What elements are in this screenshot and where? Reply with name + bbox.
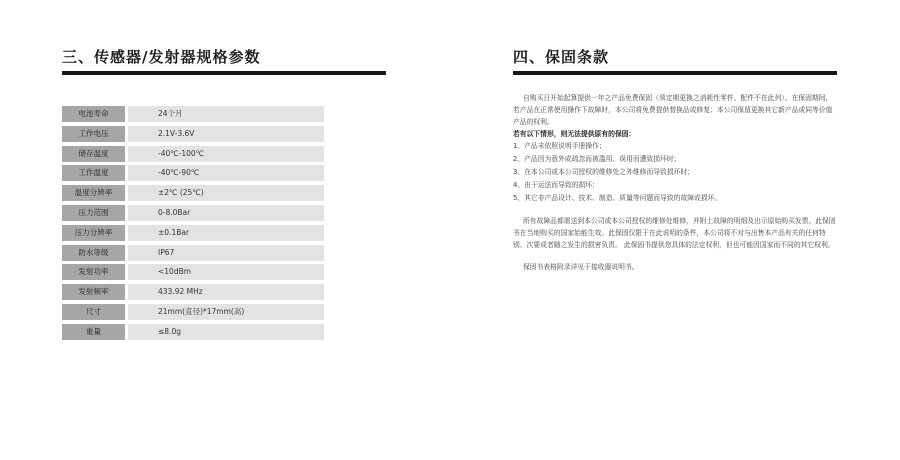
spec-label: 储存温度 bbox=[62, 146, 125, 162]
spec-table bbox=[62, 106, 324, 344]
spec-label: 压力范围 bbox=[62, 205, 125, 221]
spec-label: 发射功率 bbox=[62, 264, 125, 280]
spec-row bbox=[62, 304, 324, 320]
exclusion-item: 4、由于运送而导致的损坏； bbox=[513, 181, 599, 189]
title-underline bbox=[62, 71, 386, 75]
spec-label: 压力分辨率 bbox=[62, 225, 125, 241]
spec-row bbox=[62, 185, 324, 201]
spec-value: ±0.1Bar bbox=[128, 225, 324, 241]
exclusion-list bbox=[513, 140, 838, 205]
spec-row bbox=[62, 205, 324, 221]
exclusion-heading: 若有以下情形，则无法提供原有的保固： bbox=[513, 130, 636, 138]
spec-value: 2.1V-3.6V bbox=[128, 126, 324, 142]
spec-label: 电池寿命 bbox=[62, 106, 125, 122]
spec-row bbox=[62, 225, 324, 241]
spec-row bbox=[62, 126, 324, 142]
exclusion-item: 3、在本公司或本公司授权的维修处之外维修而导致损坏时； bbox=[513, 168, 695, 176]
spec-value: IP67 bbox=[128, 245, 324, 261]
spec-label: 温度分辨率 bbox=[62, 185, 125, 201]
exclusion-item: 5、其它非产品设计、技术、制造、质量等问题而导致的故障或损坏。 bbox=[513, 194, 722, 202]
spec-value: -40℃-100℃ bbox=[128, 146, 324, 162]
footer-note: 保固书表格附录详见于接收器说明书。 bbox=[523, 263, 639, 271]
spec-label: 工作电压 bbox=[62, 126, 125, 142]
spec-row bbox=[62, 324, 324, 340]
spec-value: 24个月 bbox=[128, 106, 324, 122]
spec-value: ±2℃ (25℃) bbox=[128, 185, 324, 201]
repair-note: 所有故障品都需送到本公司或本公司授权的维修处维修，并附上故障的明细及出示原始购买发票。此保固书在当地购买的国家始能生效。此保固仅限于在此说明的条件，本公司将不对与出售本产品有关的任何特别、次要或者随之发生的损害负责。 此保固书提供您具体的法定权利，但也可能因国家而不同的其它权利。 bbox=[513, 217, 836, 249]
spec-row bbox=[62, 264, 324, 280]
spec-row bbox=[62, 146, 324, 162]
spec-value: 0-8.0Bar bbox=[128, 205, 324, 221]
section-title-specs: 三、传感器/发射器规格参数 bbox=[62, 48, 261, 66]
spec-value: ≤8.0g bbox=[128, 324, 324, 340]
spec-row bbox=[62, 165, 324, 181]
spec-label: 尺寸 bbox=[62, 304, 125, 320]
warranty-text bbox=[513, 92, 838, 273]
spec-value: <10dBm bbox=[128, 264, 324, 280]
warranty-intro: 自购买日开始起算提供一年之产品免费保固（须定期更换之消耗性零件、配件不在此列）。在保固期间，若产品在正常使用操作下故障时，本公司将免费提供替换品或修复；本公司保留更换其它新产品或同等价值产品的权利。 bbox=[513, 94, 833, 126]
spec-label: 发射频率 bbox=[62, 284, 125, 300]
spec-value: -40℃-90℃ bbox=[128, 165, 324, 181]
exclusion-item: 1、产品未依照说明手册操作； bbox=[513, 142, 606, 150]
section-title-warranty: 四、保固条款 bbox=[513, 48, 610, 66]
spec-label: 工作温度 bbox=[62, 165, 125, 181]
spec-label: 重量 bbox=[62, 324, 125, 340]
exclusion-item: 2、产品因为意外或疏忽而被滥用、误用而遭致损坏时； bbox=[513, 155, 681, 163]
spec-label: 防水等级 bbox=[62, 245, 125, 261]
spec-value: 21mm(直径)*17mm(高) bbox=[128, 304, 324, 320]
spec-value: 433.92 MHz bbox=[128, 284, 324, 300]
spec-row bbox=[62, 106, 324, 122]
spec-row bbox=[62, 284, 324, 300]
spec-row bbox=[62, 245, 324, 261]
title-underline bbox=[513, 71, 837, 75]
